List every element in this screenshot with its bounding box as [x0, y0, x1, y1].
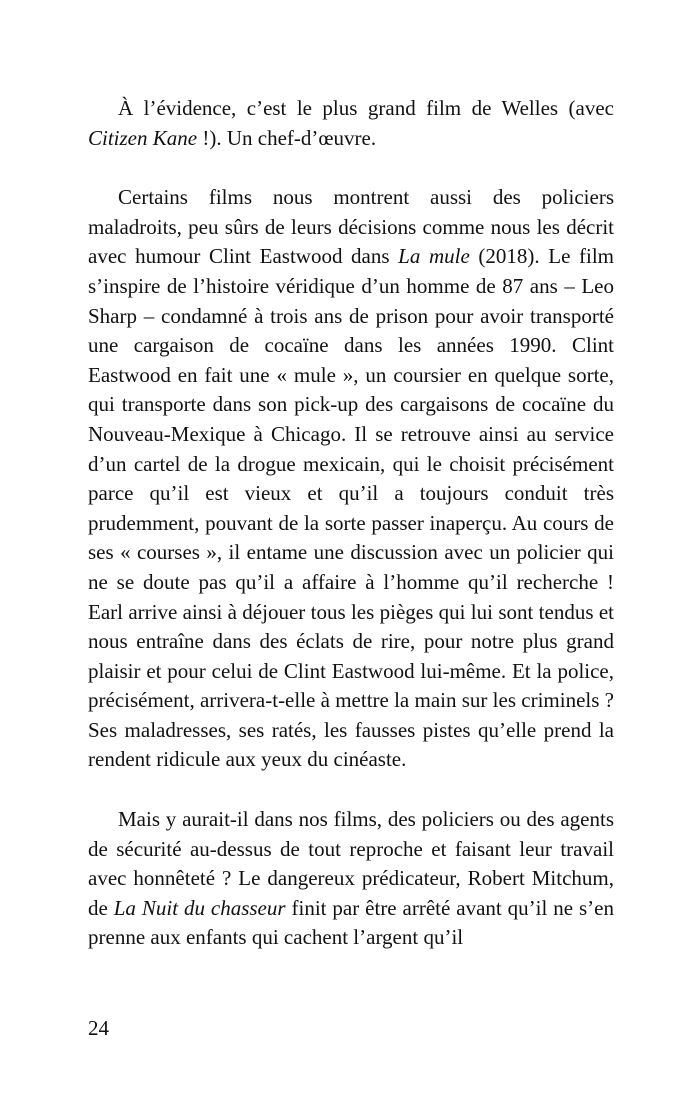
paragraph-text: !). Un chef-d’œuvre. — [197, 125, 377, 150]
film-title-citizen-kane: Citizen Kane — [88, 125, 198, 150]
film-title-la-nuit-du-chasseur: La Nuit du chasseur — [113, 895, 286, 920]
paragraph-text: À l’évidence, c’est le plus grand film de Welles (avec — [118, 96, 614, 120]
paragraph-la-mule — [88, 183, 614, 775]
film-title-la-mule: La mule — [398, 244, 470, 269]
page-number: 24 — [88, 1016, 109, 1040]
paragraph-text: finit par être arrêté avant qu’il ne s’en prenne aux enfants qui cachent l’argent qu’il — [88, 895, 614, 950]
paragraph-text: Mais y aurait-il dans nos films, des policiers ou des agents de sécurité au-dessus de tout reproche et faisant leur travail avec honnêteté ? Le dangereux prédicateur, Robert Mitchum, de — [88, 807, 614, 920]
page-body — [88, 94, 614, 953]
paragraph-text: (2018). Le film s’inspire de l’histoire véridique d’un homme de 87 ans – Leo Sharp – condamné à trois ans de prison pour avoir transporté une cargaison de cocaïne dans les années 1990. Clint Eastwood en fait une « mule », un coursier en quelque sorte, qui transporte dans son pick-up des cargaisons de cocaïne du Nouveau-Mexique à Chicago. Il se retrouve ainsi au service d’un cartel de la drogue mexicain, qui le choisit précisément parce qu’il est vieux et qu’il a toujours conduit très prudemment, pouvant de la sorte passer inaperçu. Au cours de ses « courses », il entame une discussion avec un policier qui ne se doute pas qu’il a affaire à l’homme qu’il recherche ! Earl arrive ainsi à déjouer tous les pièges qui lui sont tendus et nous entraîne dans des éclats de rire, pour notre plus grand plaisir et pour celui de Clint Eastwood lui-même. Et la police, précisément, arrivera-t-elle à mettre la main sur les criminels ? Ses maladresses, ses ratés, les fausses pistes qu’elle prend la rendent ridicule aux yeux du cinéaste. — [88, 244, 614, 772]
paragraph-honest-police — [88, 805, 614, 953]
paragraph-welles-masterpiece — [88, 94, 614, 153]
paragraph-text: Certains films nous montrent aussi des policiers maladroits, peu sûrs de leurs décisions comme nous les décrit avec humour Clint Eastwood dans — [88, 185, 614, 269]
